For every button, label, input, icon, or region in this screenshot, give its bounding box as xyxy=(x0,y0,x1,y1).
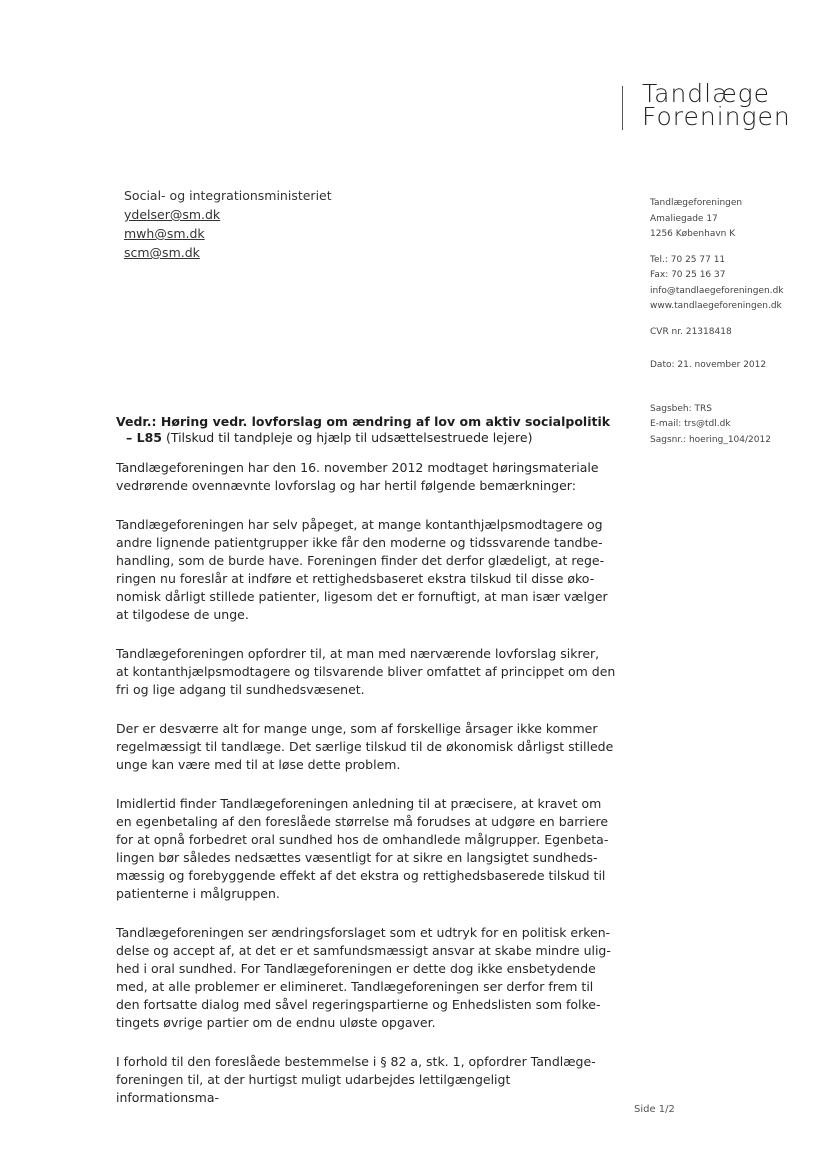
sender-org: Tandlægeforeningen xyxy=(650,198,743,208)
letter-date: Dato: 21. november 2012 xyxy=(650,360,767,370)
subject-description: (Tilskud til tandpleje og hjælp til udsættelsestruede lejere) xyxy=(161,430,533,445)
body-paragraph-6: Tandlægeforeningen ser ændringsforslaget som et udtryk for en politisk erken- delse og accept af, at det er et samfundsmæssigt ansvar at skabe mindre ulig- hed i oral sundhed. For Tandlægeforeningen er dette dog ikke ensbetydende med, at alle problemer er elimineret. Tandlægeforeningen ser derfor frem til den fortsatte dialog med såvel regeringspartierne og Enhedslisten som folke- tingets øvrige partier om de endnu uløste opgaver. xyxy=(116,925,611,1030)
recipient-email-2[interactable]: mwh@sm.dk xyxy=(124,226,205,241)
sender-city: 1256 København K xyxy=(650,229,736,239)
sender-street: Amaliegade 17 xyxy=(650,213,718,224)
subject-line-1: Vedr.: Høring vedr. lovforslag om ændring af lov om aktiv socialpolitik xyxy=(116,414,611,429)
body-paragraph-1: Tandlægeforeningen har den 16. november 2012 modtaget høringsmateriale vedrørende ovennævnte lovforslag og har hertil følgende bemærkninger: xyxy=(116,460,599,493)
tandlaegeforeningen-logo xyxy=(622,79,812,132)
page-number: Side 1/2 xyxy=(634,1104,675,1115)
letter-body xyxy=(116,459,616,1128)
body-paragraph-7: I forhold til den foreslåede bestemmelse i § 82 a, stk. 1, opfordrer Tandlæge- foreningen til, at der hurtigst muligt udarbejdes lettilgængeligt informationsma- xyxy=(116,1054,596,1105)
recipient-email-3[interactable]: scm@sm.dk xyxy=(124,245,200,260)
recipient-name: Social- og integrationsministeriet xyxy=(124,188,332,203)
case-number: Sagsnr.: hoering_104/2012 xyxy=(650,434,771,445)
body-paragraph-2: Tandlægeforeningen har selv påpeget, at mange kontanthjælpsmodtagere og andre lignende patientgrupper ikke får den moderne og tidssvarende tandbe- handling, som de burde have. Foreningen finder det derfor glædeligt, at rege- ringen nu foreslår at indføre et rettighedsbaseret ekstra tilskud til disse øko- nomisk dårligt stillede patienter, ligesom det er fornuftigt, at man især vælger at tilgodese de unge. xyxy=(116,517,608,622)
body-paragraph-4: Der er desværre alt for mange unge, som af forskellige årsager ikke kommer regelmæssigt til tandlæge. Det særlige tilskud til de økonomisk dårligst stillede unge kan være med til at løse dette problem. xyxy=(116,721,614,772)
logo-line-1: Tandlæge xyxy=(642,79,771,108)
sender-web: www.tandlaegeforeningen.dk xyxy=(650,301,782,311)
body-paragraph-3: Tandlægeforeningen opfordrer til, at man med nærværende lovforslag sikrer, at kontanthjælpsmodtagere og tilsvarende bliver omfattet af princippet om den fri og lige adgang til sundhedsvæsenet. xyxy=(116,646,616,697)
recipient-email-1[interactable]: ydelser@sm.dk xyxy=(124,207,221,222)
sender-block xyxy=(650,196,820,448)
body-paragraph-5: Imidlertid finder Tandlægeforeningen anledning til at præcisere, at kravet om en egenbetaling af den foreslåede størrelse må forudses at udgøre en barriere for at opnå forbedret oral sundhed hos de omhandlede målgrupper. Egenbeta- lingen bør således nedsættes væsentligt for at sikre en langsigtet sundheds- mæssig og forebyggende effekt af det ekstra og rettighedsbaserede tilskud til patienterne i målgruppen. xyxy=(116,796,609,901)
logo-line-2: Foreningen xyxy=(642,102,791,131)
subject-line-2 xyxy=(116,430,616,446)
recipient-block xyxy=(124,186,332,262)
sender-fax: Fax: 70 25 16 37 xyxy=(650,270,726,280)
logo-divider xyxy=(622,86,623,130)
case-email: E-mail: trs@tdl.dk xyxy=(650,419,731,429)
sender-email: info@tandlaegeforeningen.dk xyxy=(650,285,784,296)
sender-tel: Tel.: 70 25 77 11 xyxy=(650,254,726,265)
case-handler: Sagsbeh: TRS xyxy=(650,403,712,414)
subject-bill-number: – L85 xyxy=(126,430,162,445)
sender-cvr: CVR nr. 21318418 xyxy=(650,326,732,337)
letter-subject xyxy=(116,414,616,446)
